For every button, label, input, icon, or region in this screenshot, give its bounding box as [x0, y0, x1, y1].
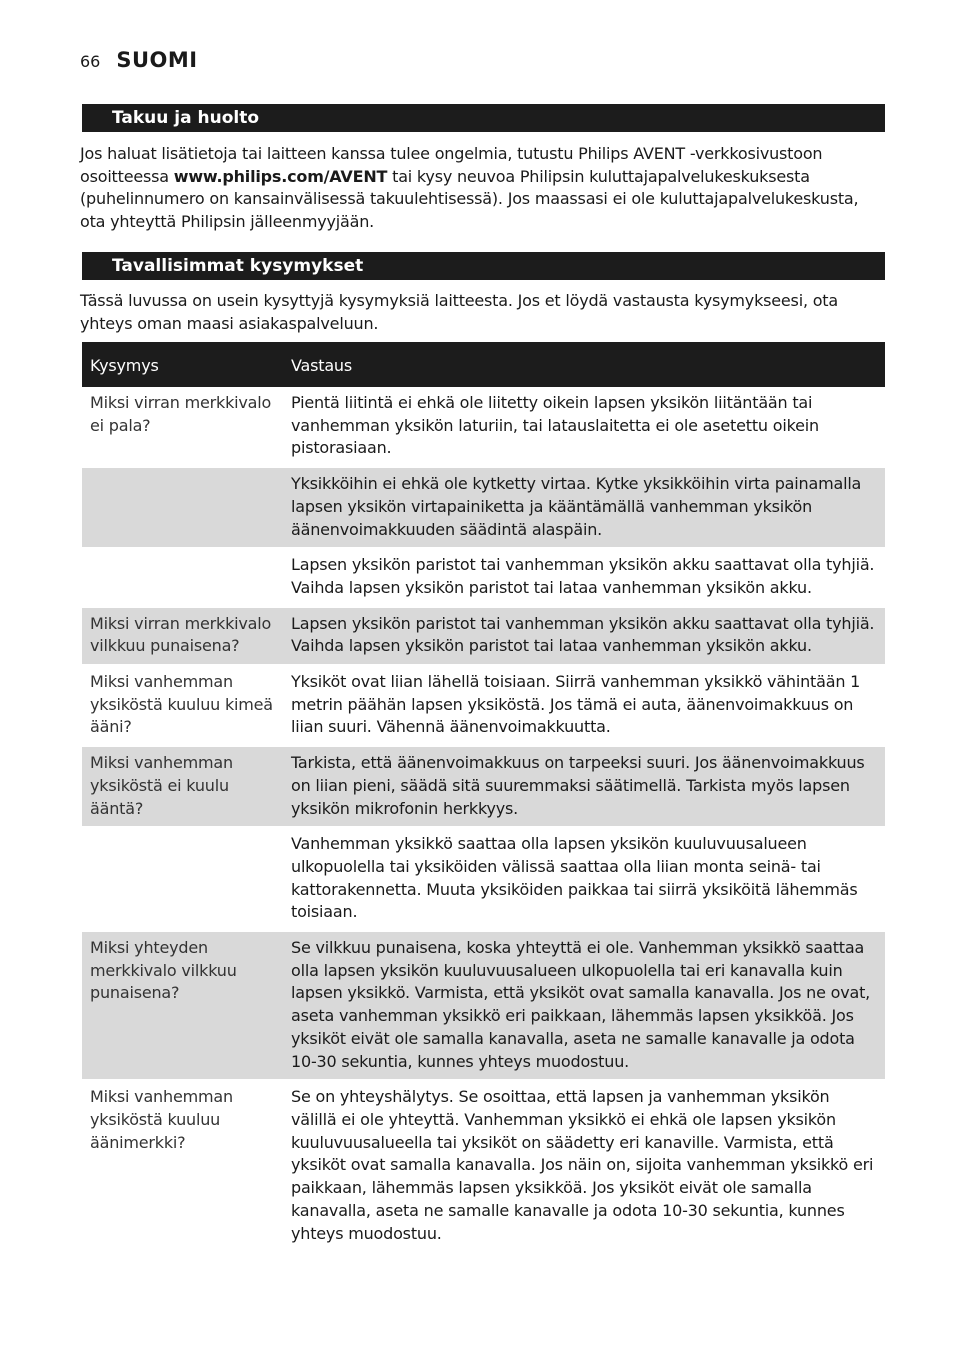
section-heading-faq: Tavallisimmat kysymykset — [82, 252, 885, 280]
question-cell: Miksi vanhemman yksiköstä kuuluu kimeä ääni? — [82, 665, 283, 746]
table-row — [82, 931, 885, 1080]
warranty-text-before: Jos haluat lisätietoja tai laitteen kanssa tulee ongelmia, tutustu Philips AVENT -verkkosivustoon osoitteessa — [80, 144, 823, 186]
table-row — [82, 827, 885, 931]
question-cell — [82, 467, 283, 548]
page-number: 66 — [80, 52, 101, 71]
faq-table — [82, 342, 885, 1253]
table-row — [82, 387, 885, 467]
table-row — [82, 746, 885, 827]
answer-cell: Pientä liitintä ei ehkä ole liitetty oikein lapsen yksikön liitäntään tai vanhemman yksikön laturiin, tai latauslaitetta ei ole asetettu oikein pistorasiaan. — [283, 387, 885, 467]
faq-intro-paragraph: Tässä luvussa on usein kysyttyjä kysymyksiä laitteesta. Jos et löydä vastausta kysymykseesi, ota yhteys oman maasi asiakaspalveluun. — [80, 291, 838, 333]
answer-cell: Yksikköihin ei ehkä ole kytketty virtaa. Kytke yksikköihin virta painamalla lapsen yksikön virtapainiketta ja kääntämällä vanhemman yksikön äänenvoimakkuuden säädintä alaspäin. — [283, 467, 885, 548]
table-row — [82, 1080, 885, 1252]
question-cell: Miksi virran merkkivalo ei pala? — [82, 387, 283, 467]
question-cell: Miksi vanhemman yksiköstä ei kuulu ääntä? — [82, 746, 283, 827]
answer-cell: Vanhemman yksikkö saattaa olla lapsen yksikön kuuluvuusalueen ulkopuolella tai yksiköiden välissä saattaa olla liian monta seinä- tai kattorakennetta. Muuta yksiköiden paikkaa tai siirrä yksiköitä lähemmäs toisiaan. — [283, 827, 885, 931]
answer-cell: Se on yhteyshälytys. Se osoittaa, että lapsen ja vanhemman yksikön välillä ei ole yhteyttä. Vanhemman yksikkö ei ehkä ole lapsen yksikön kuuluvuusalueella tai yksiköt on säädetty eri kanaville. Varmista, että yksiköt ovat samalla kanavalla. Jos näin on, sijoita vanhemman yksikkö eri paikkaan, lähemmäs lapsen yksikköä. Jos yksiköt eivät ole samalla kanavalla, aseta ne samalle kanavalle ja odota 10-30 sekuntia, kunnes yhteys muodostuu. — [283, 1080, 885, 1252]
answer-cell: Se vilkkuu punaisena, koska yhteyttä ei ole. Vanhemman yksikkö saattaa olla lapsen yksikön kuuluvuusalueen ulkopuolella tai eri kanavalla kuin lapsen yksikkö. Varmista, että yksiköt ovat samalla kanavalla. Jos ne ovat, aseta vanhemman yksikkö eri paikkaan, lähemmäs lapsen yksikköä. Jos yksiköt eivät ole samalla kanavalla, aseta ne samalle kanavalle ja odota 10-30 sekuntia, kunnes yhteys muodostuu. — [283, 931, 885, 1080]
answer-cell: Yksiköt ovat liian lähellä toisiaan. Siirrä vanhemman yksikkö vähintään 1 metrin päähän lapsen yksiköstä. Jos tämä ei auta, äänenvoimakkuus on liian suuri. Vähennä äänenvoimakkuutta. — [283, 665, 885, 746]
question-cell — [82, 827, 283, 931]
table-row — [82, 467, 885, 548]
table-row — [82, 607, 885, 665]
page-language: SUOMI — [116, 48, 198, 72]
section-heading-warranty: Takuu ja huolto — [82, 104, 885, 132]
column-header-question: Kysymys — [82, 342, 283, 387]
answer-cell: Tarkista, että äänenvoimakkuus on tarpeeksi suuri. Jos äänenvoimakkuus on liian pieni, säädä sitä suuremmaksi säätimellä. Tarkista myös lapsen yksikön mikrofonin herkkyys. — [283, 746, 885, 827]
website-link[interactable]: www.philips.com/AVENT — [173, 166, 388, 186]
page-header — [80, 48, 198, 72]
question-cell: Miksi vanhemman yksiköstä kuuluu äänimerkki? — [82, 1080, 283, 1252]
table-row — [82, 665, 885, 746]
question-cell: Miksi virran merkkivalo vilkkuu punaisena? — [82, 607, 283, 665]
question-cell: Miksi yhteyden merkkivalo vilkkuu punaisena? — [82, 931, 283, 1080]
warranty-paragraph — [80, 143, 888, 233]
question-cell — [82, 548, 283, 606]
faq-header-row — [82, 342, 885, 387]
column-header-answer: Vastaus — [283, 342, 885, 387]
answer-cell: Lapsen yksikön paristot tai vanhemman yksikön akku saattavat olla tyhjiä. Vaihda lapsen yksikön paristot tai lataa vanhemman yksikön akku. — [283, 548, 885, 606]
answer-cell: Lapsen yksikön paristot tai vanhemman yksikön akku saattavat olla tyhjiä. Vaihda lapsen yksikön paristot tai lataa vanhemman yksikön akku. — [283, 607, 885, 665]
table-row — [82, 548, 885, 606]
warranty-text-after: tai kysy neuvoa Philipsin kuluttajapalvelukeskuksesta (puhelinnumero on kansainvälisessä takuulehtisessä). Jos maassasi ei ole kuluttajapalvelukeskusta, ota yhteyttä Philipsin jälleenmyyjään. — [80, 166, 859, 231]
